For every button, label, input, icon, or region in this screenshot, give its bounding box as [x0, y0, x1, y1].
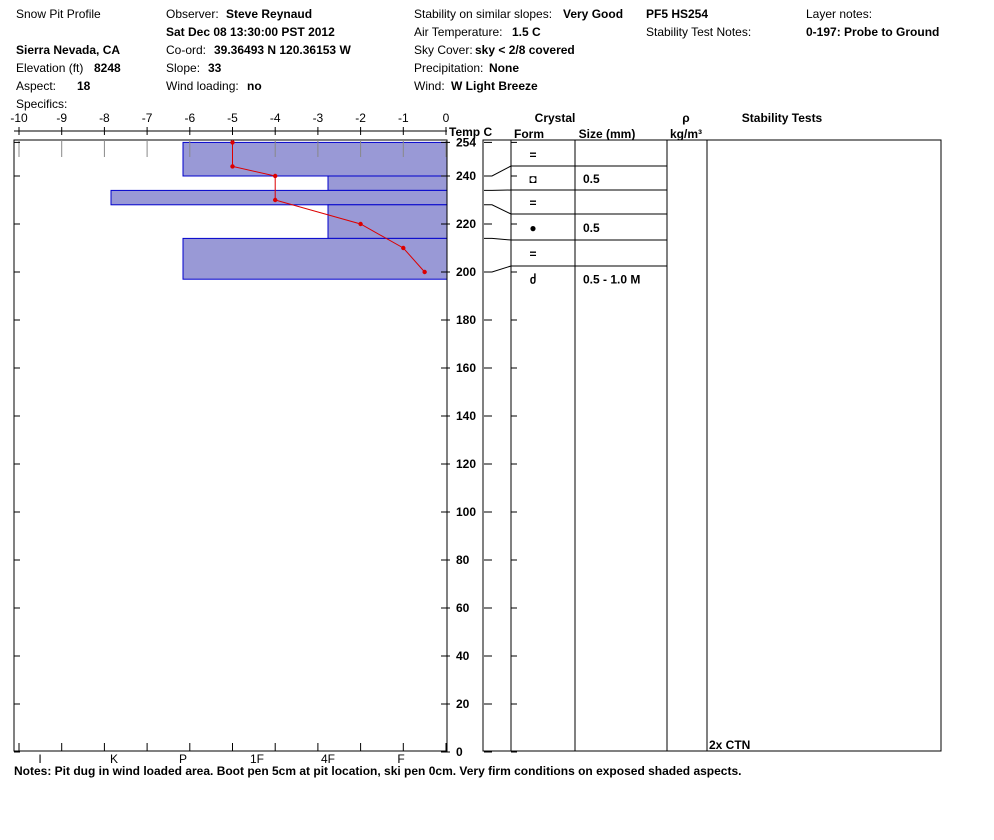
layer-connector — [484, 266, 511, 272]
aspect-label: Aspect: — [16, 79, 57, 93]
temp-tick-label: -3 — [312, 111, 324, 125]
layer-connector — [484, 166, 511, 176]
sky-value: sky < 2/8 covered — [475, 43, 575, 57]
temperature-point — [401, 246, 405, 250]
crystal-form-symbol: ◘ — [529, 172, 537, 186]
height-tick-label: 254 — [456, 135, 477, 150]
temp-tick-label: 0 — [442, 111, 450, 125]
form-header: Form — [514, 127, 544, 141]
stability-value: Very Good — [563, 7, 624, 21]
slope-value: 33 — [208, 61, 222, 75]
precip-value: None — [489, 61, 519, 75]
temperature-point — [230, 140, 234, 144]
height-tick-label: 200 — [456, 265, 477, 279]
elevation-value: 8248 — [94, 61, 121, 75]
sky-label: Sky Cover: — [414, 43, 473, 57]
height-tick-label: 160 — [456, 361, 477, 375]
height-tick-label: 100 — [456, 505, 477, 519]
temp-tick-label: -8 — [99, 111, 110, 125]
slope-label: Slope: — [166, 61, 201, 75]
crystal-size: 0.5 - 1.0 M — [583, 272, 641, 287]
height-tick-label: 180 — [456, 313, 477, 327]
date-value: Sat Dec 08 13:30:00 PST 2012 — [166, 25, 335, 39]
hardness-bar — [328, 205, 447, 239]
height-tick-label: 140 — [456, 409, 477, 423]
temp-tick-label: -7 — [141, 111, 153, 125]
temperature-point — [230, 164, 234, 168]
hardness-tick-label: 1F — [249, 752, 265, 766]
hardness-tick-label: K — [109, 752, 119, 766]
layer-notes-label: Layer notes: — [806, 7, 873, 21]
hardness-bar — [183, 142, 447, 176]
temp-tick-label: -6 — [184, 111, 196, 125]
temp-tick-label: -9 — [56, 111, 68, 125]
wind-label: Wind: — [414, 79, 445, 93]
hardness-tick-label: I — [38, 752, 42, 766]
stability-label: Stability on similar slopes: — [414, 7, 553, 21]
crystal-table-frame — [483, 140, 941, 751]
crystal-size: 0.5 — [583, 172, 600, 186]
temp-axis-label: Temp C — [449, 125, 493, 139]
stability-header: Stability Tests — [741, 111, 823, 125]
aspect-value: 18 — [77, 79, 91, 93]
elevation-label: Elevation (ft) — [16, 61, 84, 75]
layer-note-value: 0-197: Probe to Ground — [806, 25, 940, 39]
observer-label: Observer: — [166, 7, 219, 21]
height-tick-label: 240 — [456, 169, 477, 183]
wind-loading-value: no — [247, 79, 262, 93]
notes: Notes: Pit dug in wind loaded area. Boot pen 5cm at pit location, ski pen 0cm. Very firm conditions on exposed shaded aspects. — [14, 764, 742, 778]
crystal-size: 0.5 — [583, 221, 600, 235]
temperature-point — [273, 198, 277, 202]
pf-value: PF5 HS254 — [646, 7, 709, 21]
crystal-form-symbol: = — [529, 196, 537, 210]
page-title: Snow Pit Profile — [16, 7, 101, 21]
crystal-form-symbol: ძ — [529, 272, 537, 287]
temp-tick-label: -2 — [355, 111, 366, 125]
height-tick-label: 20 — [456, 697, 470, 711]
precip-label: Precipitation: — [414, 61, 484, 75]
crystal-form-symbol: ● — [529, 221, 537, 235]
layer-connector — [484, 205, 511, 214]
rho-header: ρ — [682, 111, 690, 125]
height-tick-label: 0 — [456, 745, 463, 759]
specifics-label: Specifics: — [16, 97, 68, 111]
stability-test-notes-label: Stability Test Notes: — [646, 25, 752, 39]
temperature-point — [273, 174, 277, 178]
hardness-bar — [111, 190, 447, 204]
hardness-bar — [328, 176, 447, 190]
height-tick-label: 60 — [456, 601, 470, 615]
height-tick-label: 220 — [456, 217, 477, 231]
temperature-point — [422, 270, 426, 274]
temperature-point — [358, 222, 362, 226]
temp-tick-label: -10 — [10, 111, 28, 125]
air-temp-label: Air Temperature: — [414, 25, 503, 39]
wind-value: W Light Breeze — [451, 79, 538, 93]
height-tick-label: 80 — [456, 553, 470, 567]
layer-connector — [484, 238, 511, 240]
hardness-tick-label: 4F — [320, 752, 336, 766]
coord-value: 39.36493 N 120.36153 W — [214, 43, 351, 57]
crystal-form-symbol: = — [529, 148, 537, 162]
crystal-header: Crystal — [534, 111, 576, 125]
air-temp-value: 1.5 C — [512, 25, 541, 39]
coord-label: Co-ord: — [166, 43, 207, 57]
height-tick-label: 120 — [456, 457, 477, 471]
wind-loading-label: Wind loading: — [166, 79, 239, 93]
temp-tick-label: -4 — [269, 111, 281, 125]
size-header: Size (mm) — [578, 127, 636, 141]
rho-unit-header: kg/m³ — [669, 127, 703, 141]
crystal-form-symbol: = — [529, 247, 537, 261]
temp-tick-label: -1 — [397, 111, 409, 125]
hardness-bar — [183, 238, 447, 279]
observer-value: Steve Reynaud — [226, 7, 313, 21]
hardness-tick-label: F — [397, 752, 405, 766]
stability-test-label: 2x CTN — [709, 738, 751, 752]
location: Sierra Nevada, CA — [16, 43, 121, 57]
hardness-tick-label: P — [178, 752, 188, 766]
height-tick-label: 40 — [456, 649, 470, 663]
temp-tick-label: -5 — [227, 111, 238, 125]
